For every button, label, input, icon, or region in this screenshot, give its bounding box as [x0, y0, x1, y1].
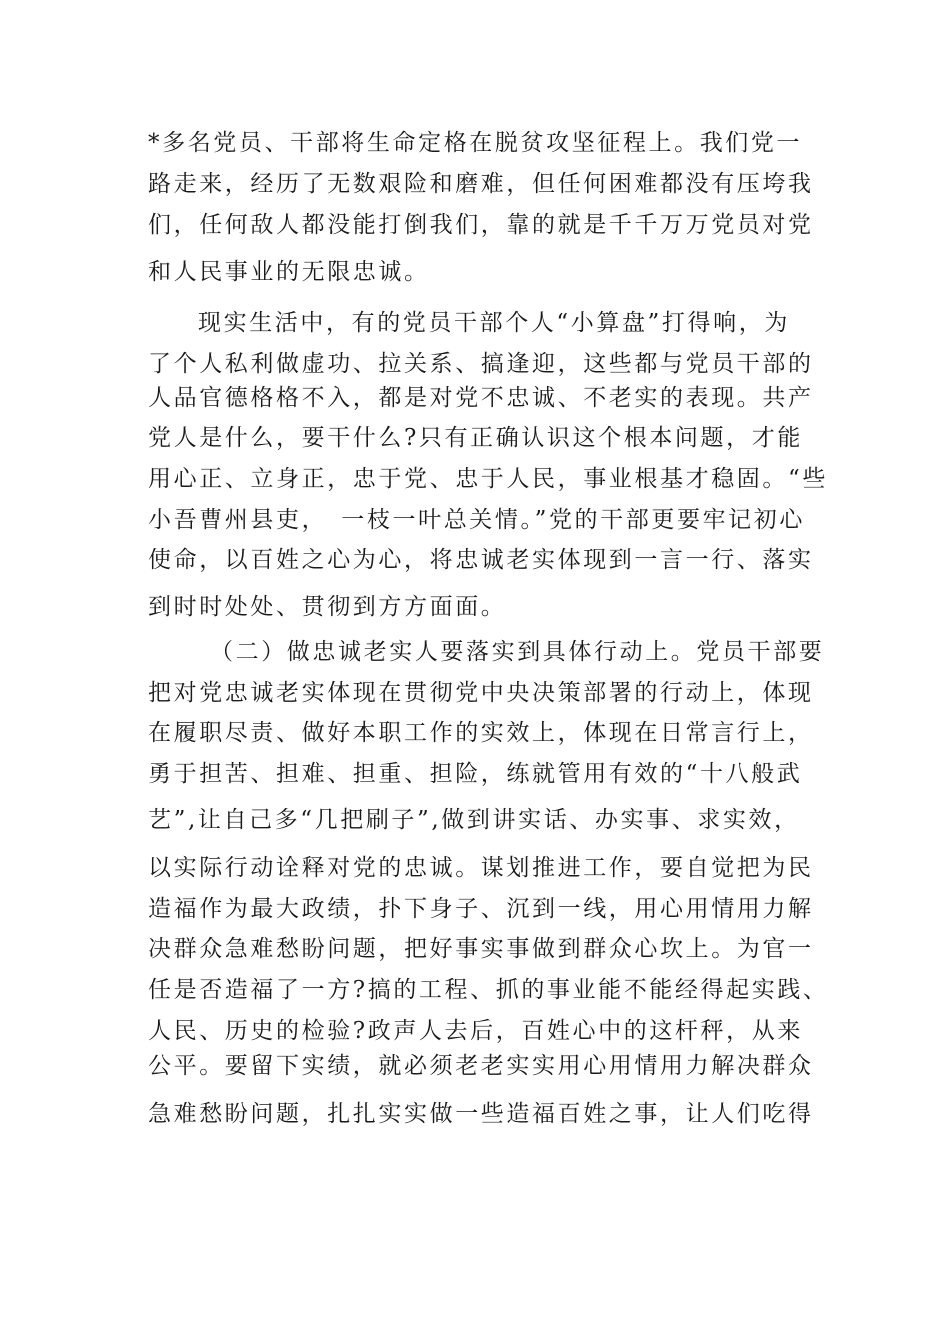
- text-line: 党人是什么，要干什么?只有正确认识这个根本问题，才能: [148, 425, 803, 451]
- text-line: 路走来，经历了无数艰险和磨难，但任何困难都没有压垮我: [148, 171, 814, 197]
- text-line: 们，任何敌人都没能打倒我们，靠的就是千千万万党员对党: [148, 212, 814, 238]
- text-line: （二）做忠诚老实人要落实到具体行动上。党员干部要: [210, 639, 825, 665]
- text-line: 人民、历史的检验?政声人去后，百姓心中的这杆秤，从来: [148, 1018, 803, 1044]
- text-line: 现实生活中，有的党员干部个人“小算盘”打得响，为: [198, 310, 790, 336]
- text-line: 到时时处处、贯彻到方方面面。: [148, 594, 507, 620]
- text-line: 急难愁盼问题，扎扎实实做一些造福百姓之事，让人们吃得: [148, 1101, 814, 1127]
- text-line: 把对党忠诚老实体现在贯彻党中央决策部署的行动上，体现: [148, 680, 814, 706]
- text-line: 小吾曹州县吏， 一枝一叶总关情。”党的干部更要牢记初心: [148, 507, 805, 533]
- text-line: 人品官德格格不入，都是对党不忠诚、不老实的表现。共产: [148, 385, 814, 411]
- text-line: 公平。要留下实绩，就必须老老实实用心用情用力解决群众: [148, 1053, 814, 1079]
- text-line: 了个人私利做虚功、拉关系、搞逢迎，这些都与党员干部的: [148, 351, 814, 377]
- text-line: 决群众急难愁盼问题，把好事实事做到群众心坎上。为官一: [148, 936, 814, 962]
- text-line: 造福作为最大政绩，扑下身子、沉到一线，用心用情用力解: [148, 896, 814, 922]
- text-line: 以实际行动诠释对党的忠诚。谋划推进工作，要自觉把为民: [148, 855, 814, 881]
- text-line: 在履职尽责、做好本职工作的实效上，体现在日常言行上，: [148, 720, 814, 746]
- text-line: 勇于担苦、担难、担重、担险，练就管用有效的“十八般武: [148, 761, 803, 787]
- text-line: *多名党员、干部将生命定格在脱贫攻坚征程上。我们党一: [148, 130, 803, 156]
- text-line: 任是否造福了一方?搞的工程、抓的事业能不能经得起实践、: [148, 977, 829, 1003]
- text-line: 艺”,让自己多“几把刷子”,做到讲实话、办实事、求实效，: [148, 807, 800, 833]
- text-line: 使命，以百姓之心为心，将忠诚老实体现到一言一行、落实: [148, 547, 814, 573]
- text-line: 和人民事业的无限忠诚。: [148, 259, 430, 285]
- text-line: 用心正、立身正，忠于党、忠于人民，事业根基才稳固。“些: [148, 466, 828, 492]
